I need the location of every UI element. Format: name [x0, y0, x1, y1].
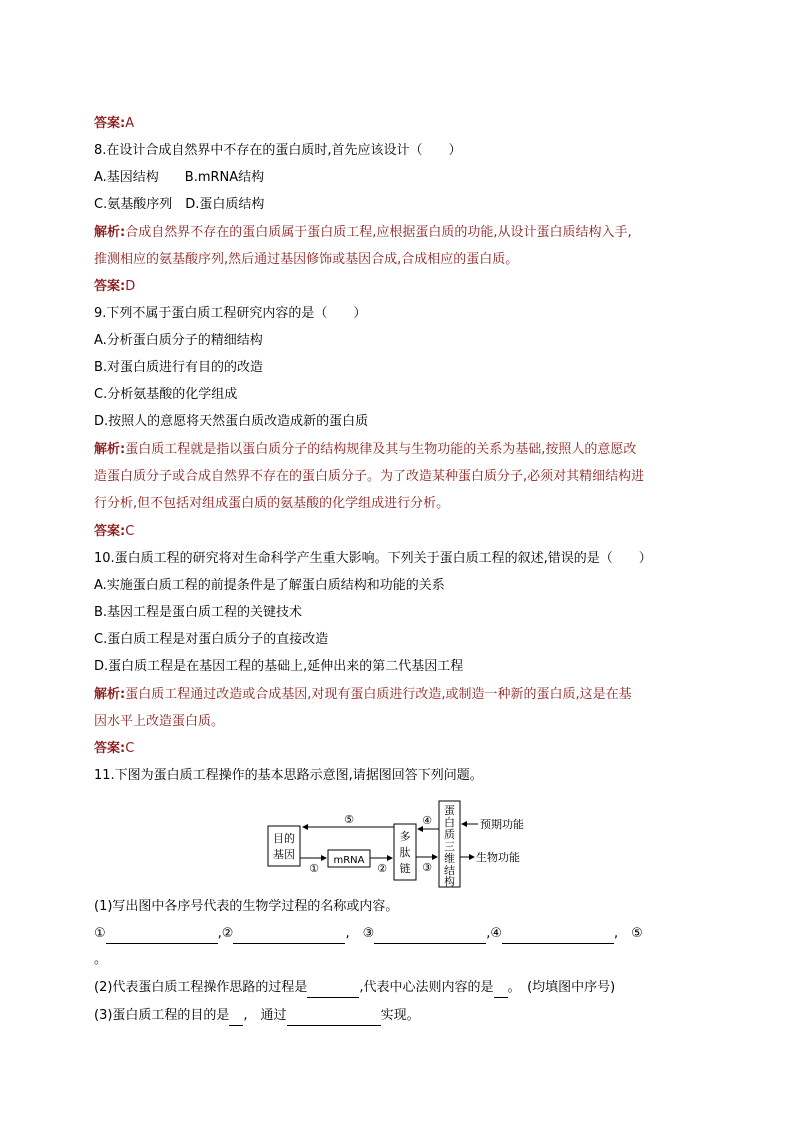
q8-analysis-line1	[94, 223, 632, 243]
protein-char-7: 构	[444, 875, 455, 888]
q11-sub1: (1)写出图中各序号代表的生物学过程的名称或内容。	[94, 899, 399, 914]
q11-stem: 11.下图为蛋白质工程操作的基本思路示意图,请据图回答下列问题。	[94, 768, 483, 783]
q11-sub1-blanks	[94, 924, 643, 944]
q7-answer	[94, 114, 134, 134]
q9-analysis-line3: 行分析,但不包括对组成蛋白质的氨基酸的化学组成进行分析。	[94, 496, 450, 511]
answer-blank-4[interactable]	[502, 929, 614, 944]
q11-sub1-end: 。	[94, 952, 108, 967]
q8-options-row2: C.氨基酸序列 D.蛋白质结构	[94, 197, 265, 212]
q9-option-d: D.按照人的意愿将天然蛋白质改造成新的蛋白质	[94, 414, 369, 429]
protein-char-5: 维	[444, 852, 455, 865]
answer-label: 答案:	[94, 741, 126, 756]
marker-2: ②	[377, 862, 387, 875]
answer-blank-central-dogma[interactable]	[494, 983, 508, 998]
marker-4: ④	[422, 814, 432, 827]
blank-label-3: , ③	[345, 926, 375, 941]
answer-blank-purpose[interactable]	[229, 1011, 243, 1026]
bio-function-label: 生物功能	[476, 851, 520, 864]
sub2-text-a: (2)代表蛋白质工程操作思路的过程是	[94, 980, 308, 995]
blank-label-2: ,②	[217, 926, 234, 941]
expected-function-label: 预期功能	[480, 818, 524, 831]
marker-3: ③	[422, 861, 432, 874]
peptide-char-1: 多	[399, 830, 411, 843]
answer-label: 答案:	[94, 279, 126, 294]
q8-answer	[94, 277, 135, 297]
analysis-label: 解析:	[94, 442, 126, 457]
answer-label: 答案:	[94, 116, 126, 131]
q10-option-d: D.蛋白质工程是在基因工程的基础上,延伸出来的第二代基因工程	[94, 659, 464, 674]
analysis-text: 蛋白质工程通过改造或合成基因,对现有蛋白质进行改造,或制造一种新的蛋白质,这是在基	[125, 687, 632, 702]
q10-analysis-line2: 因水平上改造蛋白质。	[94, 714, 225, 729]
q11-sub3	[94, 1006, 420, 1026]
peptide-char-3: 链	[399, 862, 411, 875]
answer-blank-method[interactable]	[287, 1011, 381, 1026]
protein-char-6: 结	[444, 864, 455, 877]
answer-blank-process[interactable]	[307, 983, 359, 998]
q8-options-row1: A.基因结构 B.mRNA结构	[94, 170, 265, 185]
sub2-text-c: 。 (均填图中序号)	[507, 980, 616, 995]
q9-answer	[94, 522, 134, 542]
gene-label-line2: 基因	[273, 848, 295, 861]
peptide-char-2: 肽	[399, 846, 411, 859]
q10-stem: 10.蛋白质工程的研究将对生命科学产生重大影响。下列关于蛋白质工程的叙述,错误的是（ ）	[94, 551, 652, 566]
answer-value: C	[125, 524, 135, 539]
q11-sub2	[94, 978, 615, 998]
answer-blank-1[interactable]	[106, 929, 218, 944]
q9-option-a: A.分析蛋白质分子的精细结构	[94, 333, 263, 348]
q9-analysis-line1	[94, 440, 636, 460]
answer-label: 答案:	[94, 524, 126, 539]
sub3-text-a: (3)蛋白质工程的目的是	[94, 1008, 230, 1023]
blank-label-1: ①	[94, 926, 106, 941]
sub2-text-b: ,代表中心法则内容的是	[359, 980, 494, 995]
q10-answer	[94, 739, 134, 759]
gene-label-line1: 目的	[273, 832, 295, 845]
marker-1: ①	[309, 862, 319, 875]
analysis-text: 合成自然界不存在的蛋白质属于蛋白质工程,应根据蛋白质的功能,从设计蛋白质结构入手,	[125, 225, 632, 240]
q10-option-a: A.实施蛋白质工程的前提条件是了解蛋白质结构和功能的关系	[94, 578, 445, 593]
answer-value: A	[125, 116, 135, 131]
q9-stem: 9.下列不属于蛋白质工程研究内容的是（ ）	[94, 306, 367, 321]
protein-char-3: 质	[444, 828, 455, 841]
protein-char-4: 三	[444, 840, 455, 853]
blank-label-5: , ⑤	[614, 926, 643, 941]
q10-analysis-line1	[94, 685, 632, 705]
mrna-label: mRNA	[333, 855, 365, 866]
sub3-text-c: 实现。	[380, 1008, 420, 1023]
q10-option-c: C.蛋白质工程是对蛋白质分子的直接改造	[94, 632, 329, 647]
protein-char-2: 白	[444, 816, 455, 829]
analysis-text: 蛋白质工程就是指以蛋白质分子的结构规律及其与生物功能的关系为基础,按照人的意愿改	[125, 442, 637, 457]
blank-label-4: ,④	[486, 926, 503, 941]
answer-value: D	[125, 279, 136, 294]
answer-blank-3[interactable]	[374, 929, 486, 944]
q8-analysis-line2: 推测相应的氨基酸序列,然后通过基因修饰或基因合成,合成相应的蛋白质。	[94, 252, 519, 267]
protein-char-1: 蛋	[444, 804, 455, 817]
q9-option-b: B.对蛋白质进行有目的的改造	[94, 360, 264, 375]
q10-option-b: B.基因工程是蛋白质工程的关键技术	[94, 605, 303, 620]
q9-analysis-line2: 造蛋白质分子或合成自然界不存在的蛋白质分子。为了改造某种蛋白质分子,必须对其精细结构进	[94, 469, 645, 484]
analysis-label: 解析:	[94, 225, 126, 240]
marker-5: ⑤	[344, 813, 354, 826]
answer-value: C	[125, 741, 135, 756]
q9-option-c: C.分析氨基酸的化学组成	[94, 387, 238, 402]
q8-stem: 8.在设计合成自然界中不存在的蛋白质时,首先应该设计（ ）	[94, 143, 462, 158]
sub3-text-b: , 通过	[243, 1008, 287, 1023]
protein-engineering-diagram	[260, 796, 535, 891]
answer-blank-2[interactable]	[233, 929, 345, 944]
analysis-label: 解析:	[94, 687, 126, 702]
